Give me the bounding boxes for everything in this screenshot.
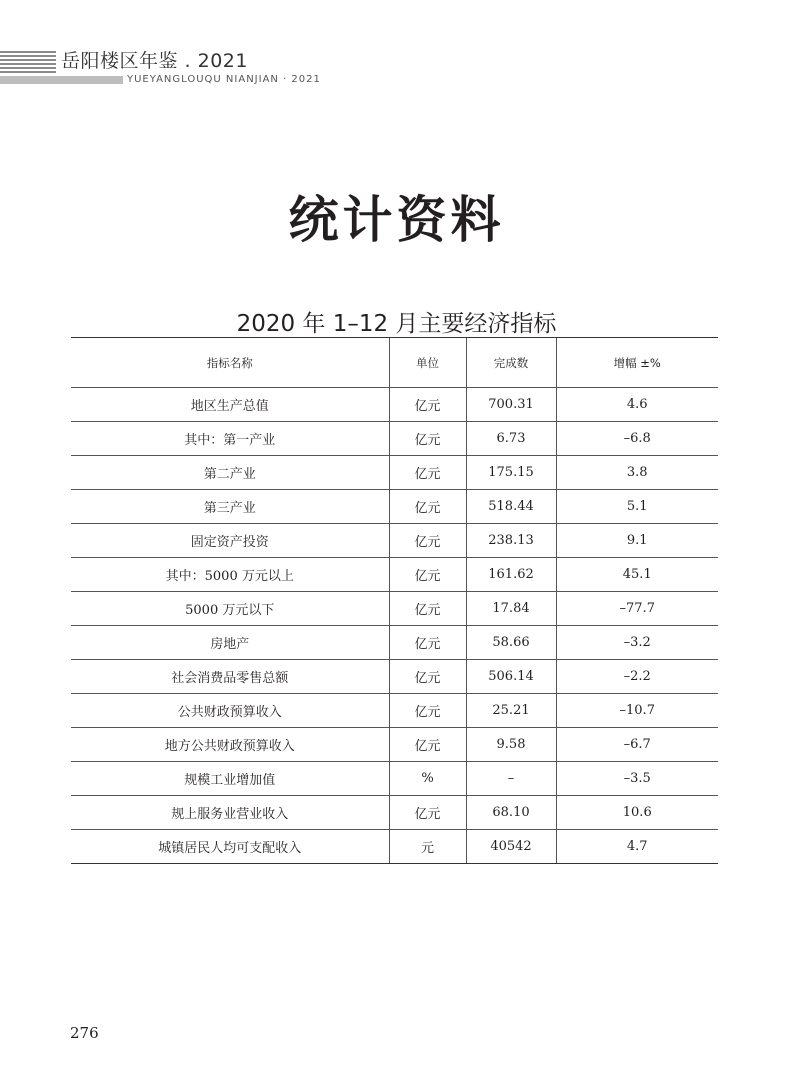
growth-cell: 3.8 bbox=[556, 456, 718, 490]
value-cell: 161.62 bbox=[466, 558, 556, 592]
value-cell: 9.58 bbox=[466, 728, 556, 762]
value-cell: 518.44 bbox=[466, 490, 556, 524]
value-cell: 238.13 bbox=[466, 524, 556, 558]
unit-cell: 亿元 bbox=[389, 524, 466, 558]
value-cell: 175.15 bbox=[466, 456, 556, 490]
indicator-name: 规模工业增加值 bbox=[71, 762, 389, 796]
growth-cell: –6.8 bbox=[556, 422, 718, 456]
growth-cell: 4.6 bbox=[556, 388, 718, 422]
table-row bbox=[71, 762, 718, 796]
value-cell: – bbox=[466, 762, 556, 796]
unit-cell: 亿元 bbox=[389, 490, 466, 524]
indicator-name: 规上服务业营业收入 bbox=[71, 796, 389, 830]
unit-cell: 亿元 bbox=[389, 626, 466, 660]
indicator-name: 城镇居民人均可支配收入 bbox=[71, 830, 389, 864]
table-row bbox=[71, 592, 718, 626]
unit-cell: 元 bbox=[389, 830, 466, 864]
table-row bbox=[71, 626, 718, 660]
table-row bbox=[71, 456, 718, 490]
table-row bbox=[71, 694, 718, 728]
page-title: 统计资料 bbox=[288, 190, 505, 249]
page-number: 276 bbox=[70, 1024, 99, 1042]
growth-cell: 45.1 bbox=[556, 558, 718, 592]
running-header-subtitle: YUEYANGLOUQU NIANJIAN · 2021 bbox=[127, 74, 321, 85]
growth-cell: 9.1 bbox=[556, 524, 718, 558]
growth-cell: –3.5 bbox=[556, 762, 718, 796]
unit-cell: 亿元 bbox=[389, 660, 466, 694]
table-row bbox=[71, 830, 718, 864]
column-header-growth: 增幅 ±% bbox=[556, 338, 718, 388]
table-row bbox=[71, 422, 718, 456]
column-header-value: 完成数 bbox=[466, 338, 556, 388]
unit-cell: 亿元 bbox=[389, 796, 466, 830]
unit-cell: 亿元 bbox=[389, 456, 466, 490]
value-cell: 68.10 bbox=[466, 796, 556, 830]
indicator-name: 第二产业 bbox=[71, 456, 389, 490]
unit-cell: 亿元 bbox=[389, 558, 466, 592]
value-cell: 17.84 bbox=[466, 592, 556, 626]
growth-cell: –77.7 bbox=[556, 592, 718, 626]
indicator-name: 第三产业 bbox=[71, 490, 389, 524]
indicator-name: 其中：第一产业 bbox=[71, 422, 389, 456]
value-cell: 506.14 bbox=[466, 660, 556, 694]
growth-cell: 5.1 bbox=[556, 490, 718, 524]
header-bar-decoration bbox=[0, 76, 123, 84]
column-header-indicator: 指标名称 bbox=[71, 338, 389, 388]
growth-cell: –2.2 bbox=[556, 660, 718, 694]
indicator-name: 固定资产投资 bbox=[71, 524, 389, 558]
value-cell: 58.66 bbox=[466, 626, 556, 660]
table-row bbox=[71, 728, 718, 762]
running-header-title: 岳阳楼区年鉴 . 2021 bbox=[61, 50, 248, 72]
header-stripes-decoration bbox=[0, 51, 56, 73]
value-cell: 40542 bbox=[466, 830, 556, 864]
indicator-name: 5000 万元以下 bbox=[71, 592, 389, 626]
growth-cell: 4.7 bbox=[556, 830, 718, 864]
table-header-row bbox=[71, 338, 718, 388]
column-header-unit: 单位 bbox=[389, 338, 466, 388]
growth-cell: 10.6 bbox=[556, 796, 718, 830]
indicator-name: 房地产 bbox=[71, 626, 389, 660]
growth-cell: –3.2 bbox=[556, 626, 718, 660]
table-title: 2020 年 1–12 月主要经济指标 bbox=[236, 311, 557, 337]
indicator-name: 公共财政预算收入 bbox=[71, 694, 389, 728]
economic-indicators-table bbox=[71, 337, 718, 864]
indicator-name: 社会消费品零售总额 bbox=[71, 660, 389, 694]
table-row bbox=[71, 660, 718, 694]
value-cell: 700.31 bbox=[466, 388, 556, 422]
table-row bbox=[71, 388, 718, 422]
indicator-name: 地方公共财政预算收入 bbox=[71, 728, 389, 762]
growth-cell: –6.7 bbox=[556, 728, 718, 762]
unit-cell: 亿元 bbox=[389, 592, 466, 626]
table-row bbox=[71, 490, 718, 524]
unit-cell: 亿元 bbox=[389, 422, 466, 456]
table-row bbox=[71, 796, 718, 830]
unit-cell: 亿元 bbox=[389, 694, 466, 728]
value-cell: 25.21 bbox=[466, 694, 556, 728]
unit-cell: % bbox=[389, 762, 466, 796]
table-row bbox=[71, 558, 718, 592]
unit-cell: 亿元 bbox=[389, 388, 466, 422]
indicator-name: 其中：5000 万元以上 bbox=[71, 558, 389, 592]
value-cell: 6.73 bbox=[466, 422, 556, 456]
growth-cell: –10.7 bbox=[556, 694, 718, 728]
table-row bbox=[71, 524, 718, 558]
indicator-name: 地区生产总值 bbox=[71, 388, 389, 422]
unit-cell: 亿元 bbox=[389, 728, 466, 762]
